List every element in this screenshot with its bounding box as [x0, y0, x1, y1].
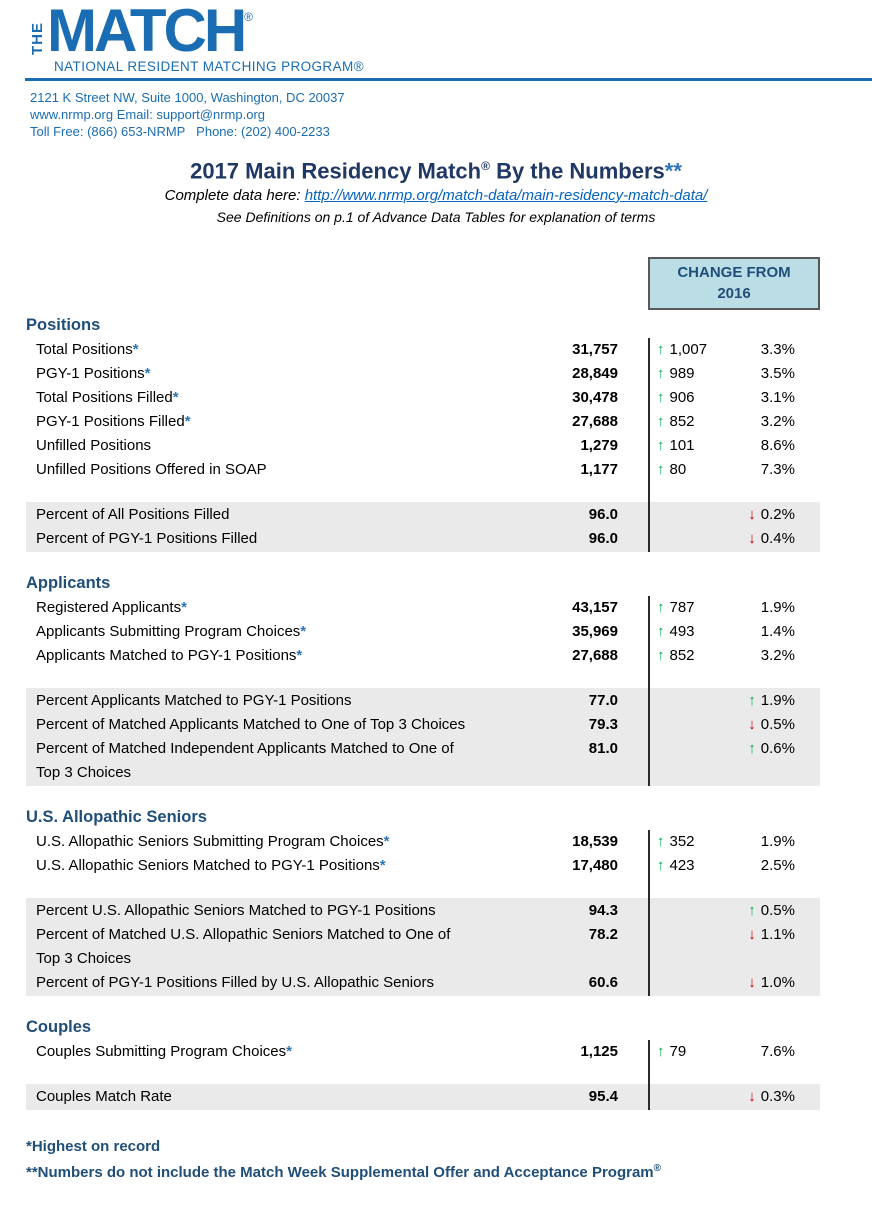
table-row	[26, 503, 820, 527]
change-percent: 0.2%	[760, 505, 795, 523]
arrow-up-icon: ↑	[657, 598, 665, 616]
street-address: 2121 K Street NW, Suite 1000, Washington, DC 20037	[30, 89, 345, 105]
record-asterisk: *	[184, 412, 191, 430]
change-percent: 3.2%	[760, 646, 795, 664]
row-label: Total Positions Filled	[36, 388, 173, 406]
arrow-up-icon: ↑	[748, 901, 756, 919]
section-positions	[26, 312, 820, 552]
change-amount: 787	[669, 598, 695, 616]
title-rest: By the Numbers	[489, 157, 665, 183]
percent-rows-band	[26, 1084, 820, 1110]
record-asterisk: *	[286, 1042, 292, 1060]
record-asterisk: *	[132, 340, 139, 358]
change-percent: 7.3%	[760, 460, 795, 478]
footnotes	[26, 1136, 872, 1184]
row-value: 78.2	[588, 925, 618, 943]
row-value: 27,688	[572, 412, 618, 430]
arrow-up-icon: ↑	[657, 460, 665, 478]
title-stars: **	[664, 157, 682, 183]
arrow-up-icon: ↑	[657, 832, 665, 850]
page-title	[0, 152, 872, 185]
contact-block	[0, 89, 872, 140]
change-percent: 1.9%	[760, 691, 795, 709]
row-label: Total Positions	[36, 340, 133, 358]
percent-rows-band	[26, 502, 820, 552]
change-percent: 3.5%	[760, 364, 795, 382]
row-label-line2: Top 3 Choices	[36, 763, 132, 781]
logo-tagline: NATIONAL RESIDENT MATCHING PROGRAM®	[54, 59, 364, 74]
row-label: Applicants Matched to PGY-1 Positions	[36, 646, 297, 664]
table-row	[26, 458, 820, 482]
table-row	[26, 362, 820, 386]
change-amount: 423	[669, 856, 695, 874]
arrow-up-icon: ↑	[657, 412, 665, 430]
logo-the-text: THE	[29, 22, 46, 55]
section-title: Couples	[26, 1017, 92, 1036]
table-row	[26, 620, 820, 644]
arrow-up-icon: ↑	[657, 364, 665, 382]
table-row	[26, 971, 820, 995]
change-percent: 1.9%	[760, 598, 795, 616]
row-value: 95.4	[588, 1087, 618, 1105]
change-percent: 7.6%	[760, 1042, 795, 1060]
row-label: Registered Applicants	[36, 598, 182, 616]
subtitle	[0, 185, 872, 207]
change-percent: 1.1%	[760, 925, 795, 943]
arrow-up-icon: ↑	[657, 1042, 665, 1060]
record-asterisk: *	[181, 598, 187, 616]
record-asterisk: *	[296, 646, 303, 664]
table-row	[26, 410, 820, 434]
title-block	[0, 152, 872, 227]
row-label: PGY-1 Positions Filled	[36, 412, 185, 430]
change-percent: 3.1%	[760, 388, 795, 406]
arrow-down-icon: ↓	[748, 715, 756, 733]
arrow-up-icon: ↑	[657, 388, 665, 406]
row-value: 30,478	[572, 388, 618, 406]
table-row	[26, 899, 820, 923]
arrow-down-icon: ↓	[748, 505, 756, 523]
column-divider	[648, 1040, 650, 1110]
footnote-highest-on-record: *Highest on record	[26, 1137, 161, 1155]
row-value: 96.0	[588, 505, 618, 523]
row-label: Percent of Matched Applicants Matched to One of Top 3 Choices	[36, 715, 466, 733]
change-percent: 1.0%	[760, 973, 795, 991]
section-title: U.S. Allopathic Seniors	[26, 807, 207, 826]
table-row	[26, 923, 820, 971]
change-amount: 101	[669, 436, 695, 454]
change-percent: 0.6%	[760, 739, 795, 757]
change-amount: 80	[669, 460, 687, 478]
row-value: 96.0	[588, 529, 618, 547]
row-label: Percent of PGY-1 Positions Filled	[36, 529, 258, 547]
arrow-up-icon: ↑	[748, 739, 756, 757]
section-title: Positions	[26, 315, 101, 334]
change-percent: 3.2%	[760, 412, 795, 430]
change-percent: 2.5%	[760, 856, 795, 874]
percent-rows-band	[26, 688, 820, 786]
row-label: Percent of PGY-1 Positions Filled by U.S. Allopathic Seniors	[36, 973, 434, 991]
record-asterisk: *	[383, 832, 390, 850]
row-label: Percent Applicants Matched to PGY-1 Positions	[36, 691, 352, 709]
title-main: 2017 Main Residency Match	[190, 157, 482, 183]
change-amount: 989	[669, 364, 695, 382]
data-table	[26, 257, 820, 1110]
arrow-down-icon: ↓	[748, 1087, 756, 1105]
row-value: 27,688	[572, 646, 618, 664]
row-label: Percent of Matched U.S. Allopathic Seniors Matched to One of	[36, 925, 451, 943]
table-row	[26, 689, 820, 713]
header-divider	[25, 78, 872, 81]
section-title: Applicants	[26, 573, 111, 592]
row-value: 1,125	[580, 1042, 618, 1060]
logo-match-text: MATCH	[47, 0, 245, 64]
table-row	[26, 596, 820, 620]
row-value: 28,849	[572, 364, 618, 382]
record-asterisk: *	[300, 622, 307, 640]
arrow-down-icon: ↓	[748, 973, 756, 991]
arrow-up-icon: ↑	[657, 622, 665, 640]
match-data-link[interactable]: http://www.nrmp.org/match-data/main-residency-match-data/	[304, 186, 708, 204]
change-percent: 0.4%	[760, 529, 795, 547]
row-value: 94.3	[588, 901, 618, 919]
nrmp-match-logo	[29, 0, 872, 64]
change-amount: 493	[669, 622, 695, 640]
arrow-down-icon: ↓	[748, 925, 756, 943]
column-divider	[648, 338, 650, 552]
row-label: U.S. Allopathic Seniors Matched to PGY-1 Positions	[36, 856, 380, 874]
row-label: Unfilled Positions	[36, 436, 152, 454]
table-row	[26, 338, 820, 362]
row-value: 17,480	[572, 856, 618, 874]
row-label: Unfilled Positions Offered in SOAP	[36, 460, 267, 478]
table-row	[26, 644, 820, 668]
arrow-down-icon: ↓	[748, 529, 756, 547]
row-label: Couples Match Rate	[36, 1087, 172, 1105]
percent-rows-band	[26, 898, 820, 996]
table-row	[26, 1040, 820, 1064]
column-divider	[648, 830, 650, 996]
subtitle-prefix: Complete data here:	[164, 186, 305, 204]
phone-numbers: Toll Free: (866) 653-NRMP Phone: (202) 400-2233	[30, 123, 330, 139]
registered-mark: ®	[244, 10, 254, 24]
row-value: 1,177	[580, 460, 618, 478]
row-value: 43,157	[572, 598, 618, 616]
row-label: Applicants Submitting Program Choices	[36, 622, 301, 640]
table-row	[26, 1085, 820, 1109]
record-asterisk: *	[144, 364, 151, 382]
record-asterisk: *	[172, 388, 179, 406]
change-percent: 8.6%	[760, 436, 795, 454]
change-percent: 1.9%	[760, 832, 795, 850]
row-value: 81.0	[588, 739, 618, 757]
column-divider	[648, 596, 650, 786]
row-label: U.S. Allopathic Seniors Submitting Program Choices	[36, 832, 384, 850]
arrow-up-icon: ↑	[657, 856, 665, 874]
change-header-line2: 2016	[717, 284, 751, 302]
letterhead	[0, 0, 872, 74]
row-label: PGY-1 Positions	[36, 364, 145, 382]
change-amount: 852	[669, 412, 695, 430]
table-row	[26, 830, 820, 854]
change-amount: 852	[669, 646, 695, 664]
row-value: 60.6	[588, 973, 618, 991]
section-us-allopathic-seniors	[26, 804, 820, 996]
change-from-2016-header	[648, 257, 820, 310]
row-label-line2: Top 3 Choices	[36, 949, 132, 967]
row-value: 31,757	[572, 340, 618, 358]
footnote-soap-exclusion: **Numbers do not include the Match Week Supplemental Offer and Acceptance Program®	[26, 1162, 662, 1181]
definitions-note: See Definitions on p.1 of Advance Data Tables for explanation of terms	[216, 208, 656, 225]
section-couples	[26, 1014, 820, 1110]
change-header-line1: CHANGE FROM	[677, 263, 791, 281]
table-row	[26, 434, 820, 458]
row-label: Percent U.S. Allopathic Seniors Matched to PGY-1 Positions	[36, 901, 436, 919]
change-amount: 79	[669, 1042, 687, 1060]
arrow-up-icon: ↑	[657, 436, 665, 454]
row-label: Couples Submitting Program Choices	[36, 1042, 287, 1060]
table-row	[26, 737, 820, 785]
table-row	[26, 527, 820, 551]
change-amount: 906	[669, 388, 695, 406]
arrow-up-icon: ↑	[748, 691, 756, 709]
arrow-up-icon: ↑	[657, 340, 665, 358]
title-registered-mark: ®	[481, 158, 490, 173]
change-amount: 352	[669, 832, 695, 850]
record-asterisk: *	[379, 856, 386, 874]
table-row	[26, 386, 820, 410]
change-percent: 0.5%	[760, 715, 795, 733]
row-value: 35,969	[572, 622, 618, 640]
row-value: 77.0	[588, 691, 618, 709]
row-label: Percent of Matched Independent Applicants Matched to One of	[36, 739, 454, 757]
arrow-up-icon: ↑	[657, 646, 665, 664]
registered-mark: ®	[653, 1162, 662, 1174]
row-value: 79.3	[588, 715, 618, 733]
row-value: 1,279	[580, 436, 618, 454]
change-percent: 0.5%	[760, 901, 795, 919]
table-row	[26, 713, 820, 737]
table-row	[26, 854, 820, 878]
row-value: 18,539	[572, 832, 618, 850]
row-label: Percent of All Positions Filled	[36, 505, 230, 523]
change-amount: 1,007	[669, 340, 708, 358]
section-applicants	[26, 570, 820, 786]
change-percent: 3.3%	[760, 340, 795, 358]
change-percent: 1.4%	[760, 622, 795, 640]
web-email: www.nrmp.org Email: support@nrmp.org	[30, 106, 265, 122]
change-percent: 0.3%	[760, 1087, 795, 1105]
